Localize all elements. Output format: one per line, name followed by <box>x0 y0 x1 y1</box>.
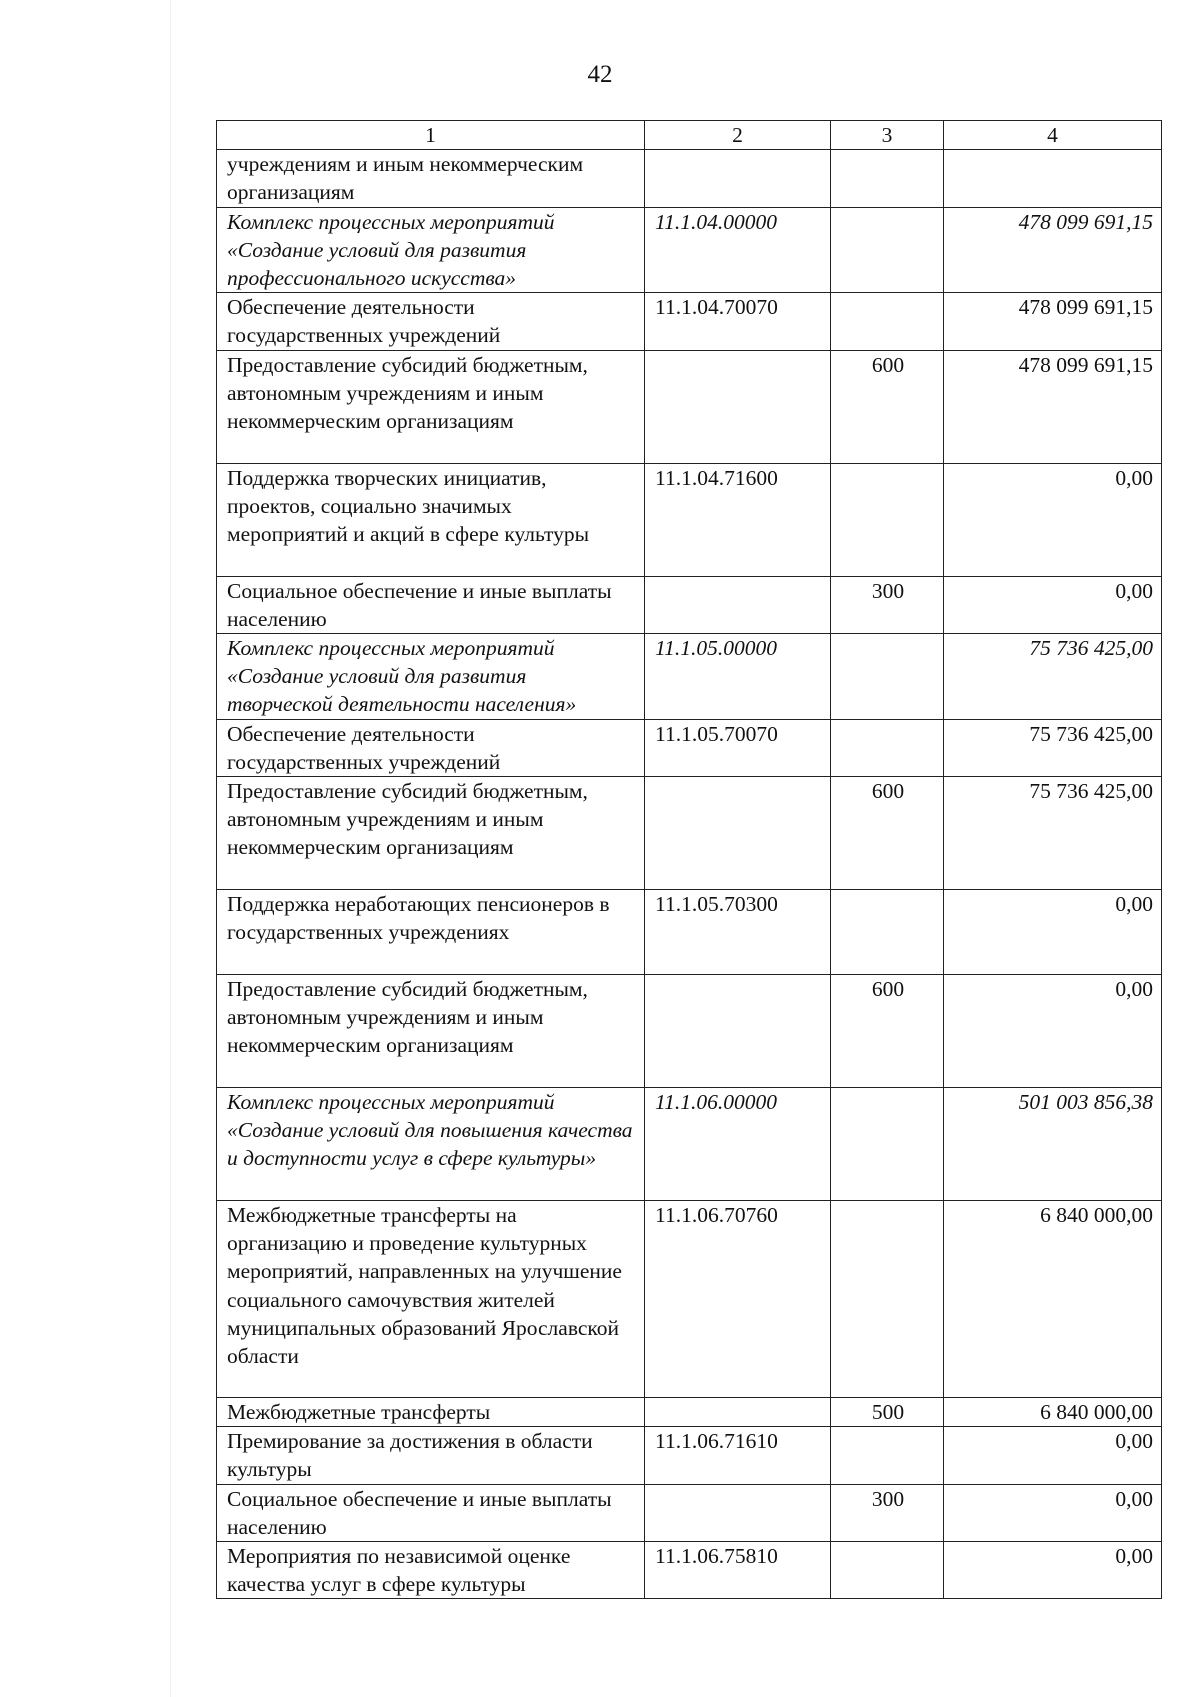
row-code <box>645 1398 831 1427</box>
row-amount: 478 099 691,15 <box>944 350 1162 463</box>
row-expense-type <box>831 463 944 576</box>
row-code: 11.1.06.71610 <box>645 1427 831 1484</box>
row-name: учреждениям и иным некоммерческим организациям <box>217 150 645 207</box>
row-code <box>645 777 831 890</box>
row-name: Социальное обеспечение и иные выплаты населению <box>217 1484 645 1541</box>
row-name: Комплекс процессных мероприятий «Создание условий для развития профессионального искусства» <box>217 207 645 293</box>
row-amount: 6 840 000,00 <box>944 1201 1162 1398</box>
row-expense-type <box>831 1088 944 1201</box>
table-row <box>217 1427 1162 1484</box>
row-expense-type <box>831 150 944 207</box>
row-amount: 6 840 000,00 <box>944 1398 1162 1427</box>
row-name: Предоставление субсидий бюджетным, автономным учреждениям и иным некоммерческим организациям <box>217 777 645 890</box>
table-row <box>217 634 1162 720</box>
row-code: 11.1.05.70300 <box>645 890 831 975</box>
row-code <box>645 576 831 633</box>
row-name: Межбюджетные трансферты на организацию и проведение культурных мероприятий, направленных на улучшение социального самочувствия жителей муниципальных образований Ярославской области <box>217 1201 645 1398</box>
table-row <box>217 350 1162 463</box>
table-row <box>217 1484 1162 1541</box>
row-code <box>645 1484 831 1541</box>
table-row <box>217 975 1162 1088</box>
row-expense-type <box>831 1427 944 1484</box>
row-expense-type <box>831 890 944 975</box>
row-expense-type: 300 <box>831 576 944 633</box>
row-expense-type: 600 <box>831 975 944 1088</box>
row-expense-type: 600 <box>831 350 944 463</box>
table-row <box>217 293 1162 350</box>
row-expense-type: 500 <box>831 1398 944 1427</box>
row-name: Премирование за достижения в области культуры <box>217 1427 645 1484</box>
row-code: 11.1.04.00000 <box>645 207 831 293</box>
row-amount: 478 099 691,15 <box>944 207 1162 293</box>
table-row <box>217 1201 1162 1398</box>
row-expense-type: 300 <box>831 1484 944 1541</box>
row-expense-type <box>831 207 944 293</box>
row-amount: 0,00 <box>944 1542 1162 1599</box>
row-amount: 75 736 425,00 <box>944 719 1162 776</box>
row-code <box>645 350 831 463</box>
row-code: 11.1.05.70070 <box>645 719 831 776</box>
row-name: Комплекс процессных мероприятий «Создание условий для повышения качества и доступности услуг в сфере культуры» <box>217 1088 645 1201</box>
row-code: 11.1.06.75810 <box>645 1542 831 1599</box>
row-expense-type: 600 <box>831 777 944 890</box>
table-row <box>217 1542 1162 1599</box>
row-expense-type <box>831 634 944 720</box>
column-header-3: 3 <box>831 121 944 150</box>
row-name: Межбюджетные трансферты <box>217 1398 645 1427</box>
row-expense-type <box>831 1201 944 1398</box>
table-row <box>217 777 1162 890</box>
row-name: Комплекс процессных мероприятий «Создание условий для развития творческой деятельности населения» <box>217 634 645 720</box>
row-amount: 0,00 <box>944 975 1162 1088</box>
row-amount: 0,00 <box>944 463 1162 576</box>
table-row <box>217 463 1162 576</box>
row-amount: 501 003 856,38 <box>944 1088 1162 1201</box>
column-header-4: 4 <box>944 121 1162 150</box>
row-code <box>645 975 831 1088</box>
row-name: Обеспечение деятельности государственных учреждений <box>217 293 645 350</box>
column-header-1: 1 <box>217 121 645 150</box>
row-name: Мероприятия по независимой оценке качества услуг в сфере культуры <box>217 1542 645 1599</box>
table-row <box>217 207 1162 293</box>
row-code: 11.1.04.70070 <box>645 293 831 350</box>
row-amount: 75 736 425,00 <box>944 634 1162 720</box>
row-name: Обеспечение деятельности государственных учреждений <box>217 719 645 776</box>
scan-artifact-line <box>170 0 171 1697</box>
budget-table <box>216 120 1162 1599</box>
row-amount: 0,00 <box>944 576 1162 633</box>
column-header-2: 2 <box>645 121 831 150</box>
row-code <box>645 150 831 207</box>
row-expense-type <box>831 719 944 776</box>
row-amount: 0,00 <box>944 1484 1162 1541</box>
row-expense-type <box>831 1542 944 1599</box>
row-code: 11.1.06.70760 <box>645 1201 831 1398</box>
row-code: 11.1.06.00000 <box>645 1088 831 1201</box>
table-row <box>217 1088 1162 1201</box>
row-amount <box>944 150 1162 207</box>
row-name: Предоставление субсидий бюджетным, автономным учреждениям и иным некоммерческим организациям <box>217 975 645 1088</box>
table-row <box>217 1398 1162 1427</box>
row-expense-type <box>831 293 944 350</box>
table-row <box>217 150 1162 207</box>
row-name: Предоставление субсидий бюджетным, автономным учреждениям и иным некоммерческим организациям <box>217 350 645 463</box>
table-row <box>217 719 1162 776</box>
row-amount: 478 099 691,15 <box>944 293 1162 350</box>
table-header-row <box>217 121 1162 150</box>
row-name: Поддержка неработающих пенсионеров в государственных учреждениях <box>217 890 645 975</box>
row-name: Социальное обеспечение и иные выплаты населению <box>217 576 645 633</box>
page-number: 42 <box>587 61 613 88</box>
row-amount: 0,00 <box>944 1427 1162 1484</box>
row-code: 11.1.05.00000 <box>645 634 831 720</box>
row-name: Поддержка творческих инициатив, проектов, социально значимых мероприятий и акций в сфере культуры <box>217 463 645 576</box>
table-row <box>217 576 1162 633</box>
row-code: 11.1.04.71600 <box>645 463 831 576</box>
row-amount: 75 736 425,00 <box>944 777 1162 890</box>
table-row <box>217 890 1162 975</box>
row-amount: 0,00 <box>944 890 1162 975</box>
